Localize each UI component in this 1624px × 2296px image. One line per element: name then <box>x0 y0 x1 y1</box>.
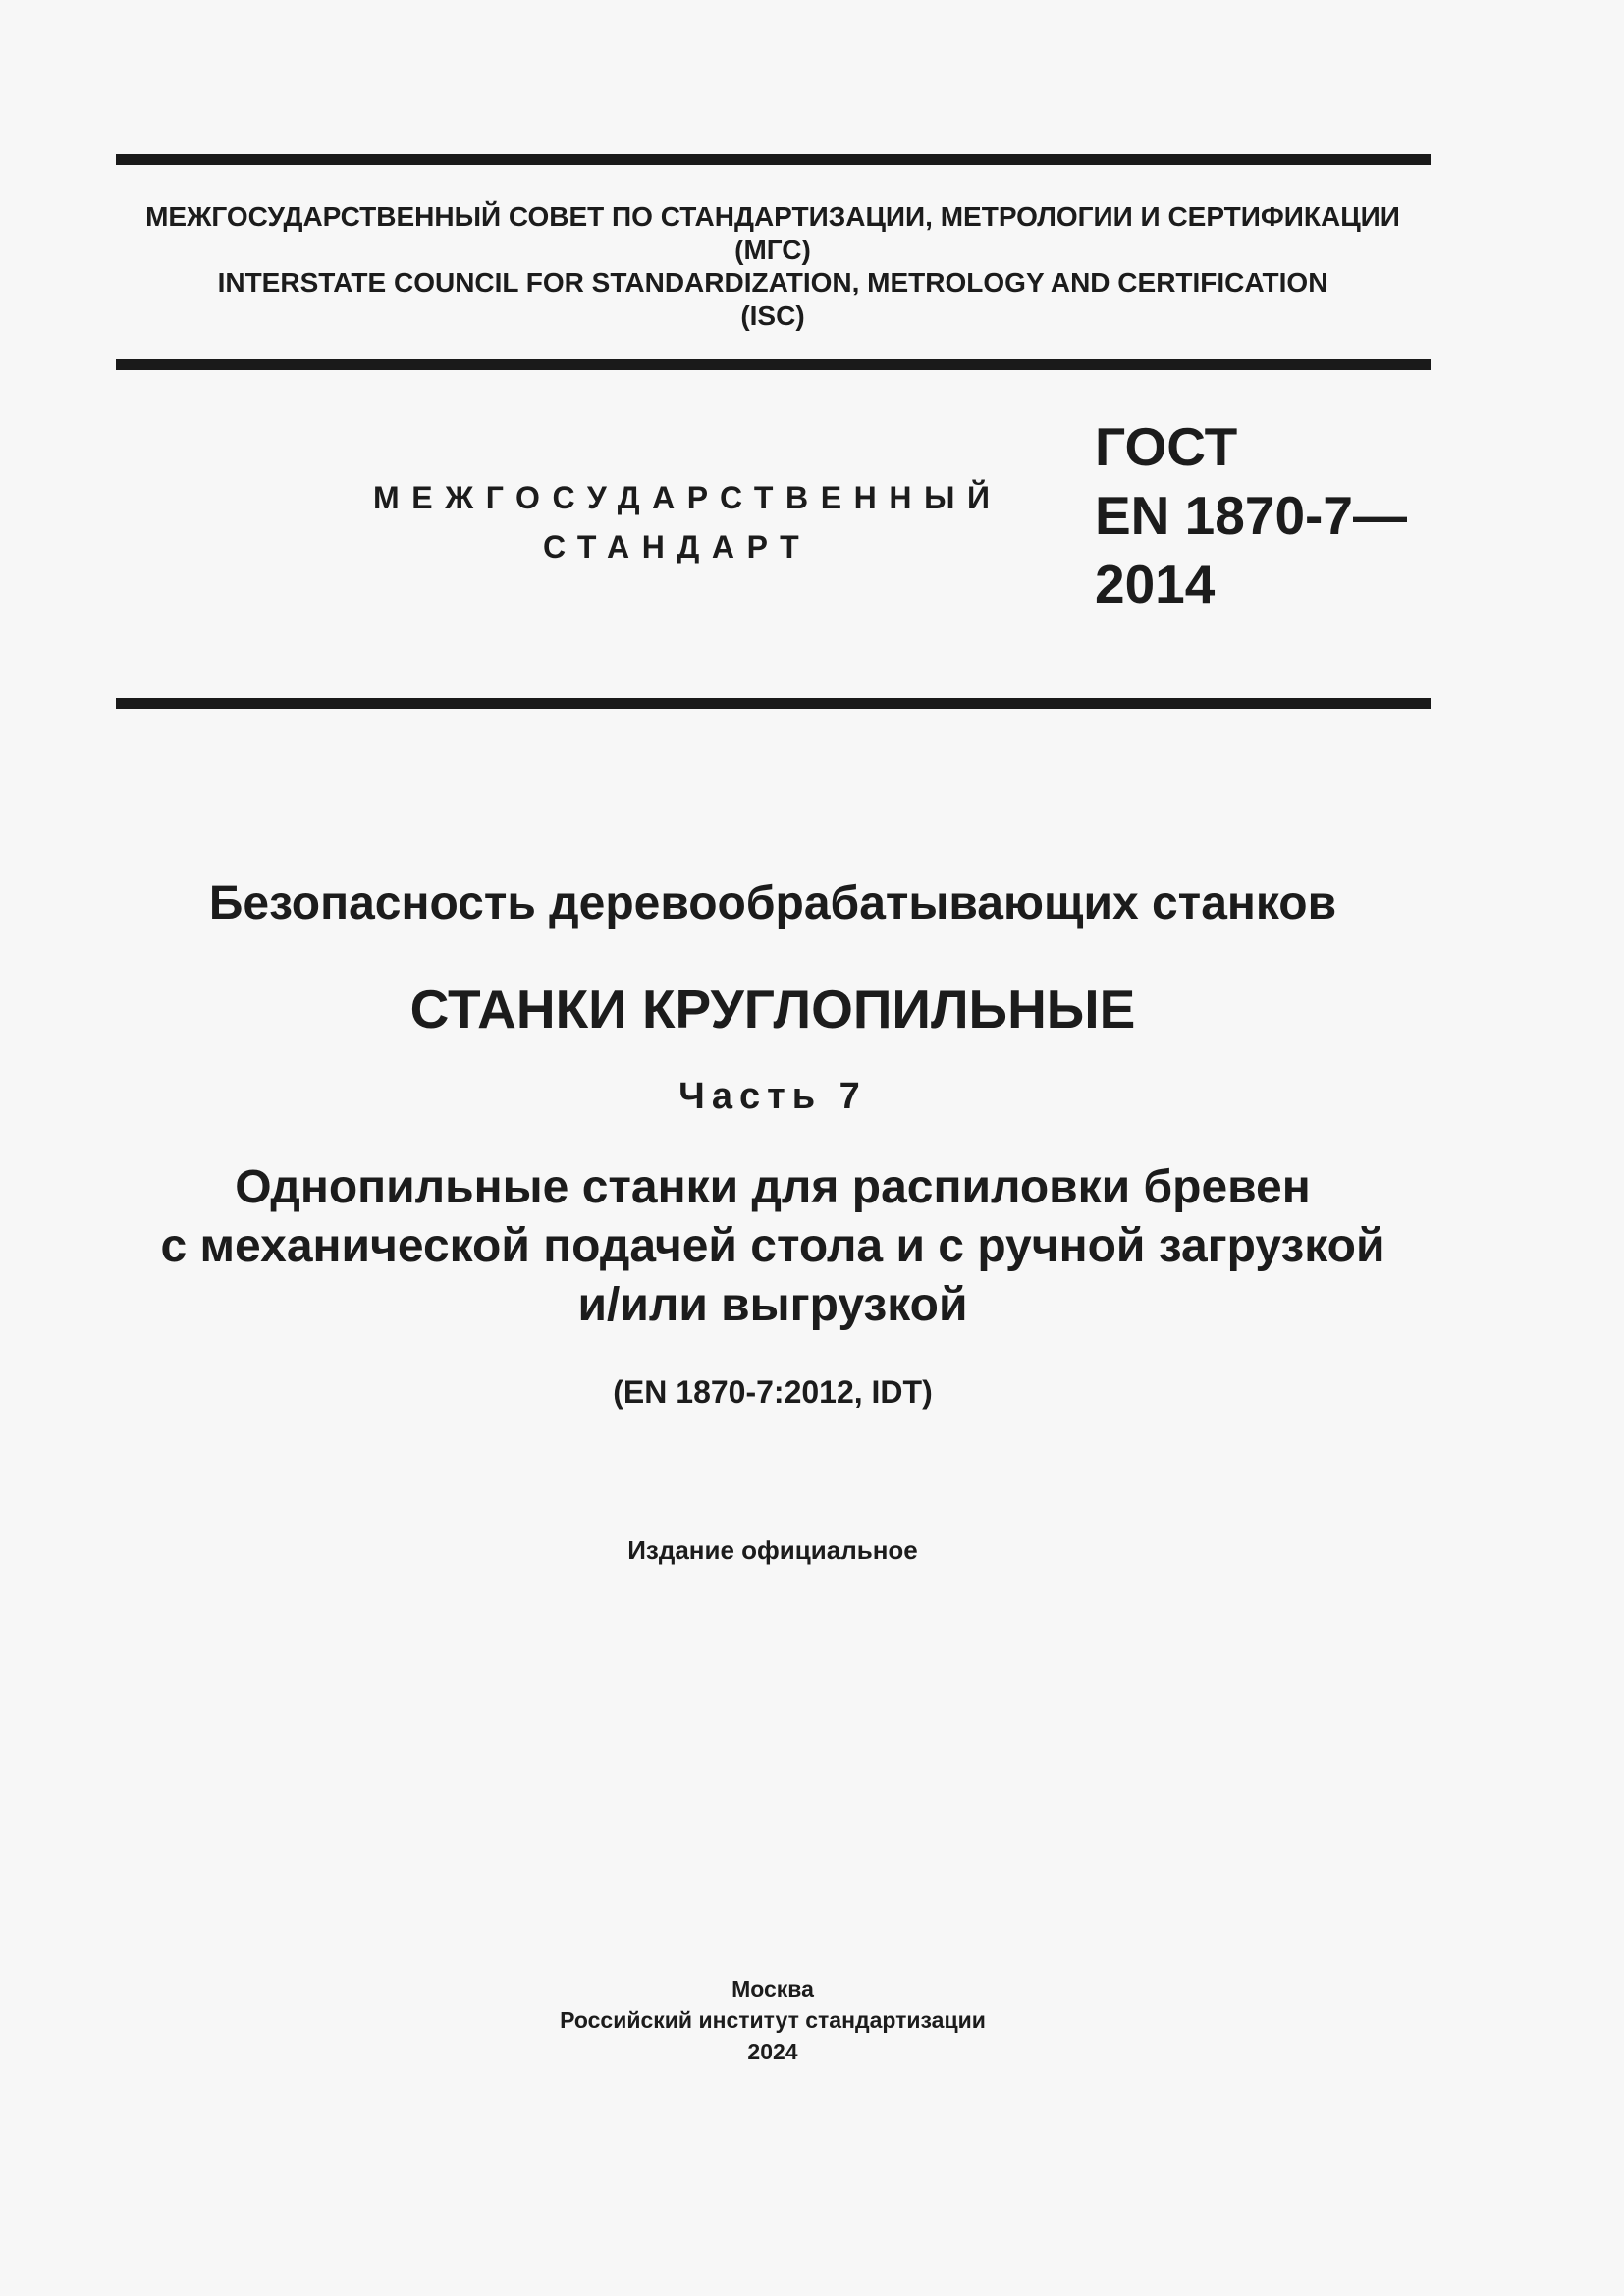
designation-line3: 2014 <box>1095 554 1216 614</box>
top-rule <box>116 154 1431 165</box>
council-abbr-ru: (МГС) <box>734 234 811 265</box>
edition-label: Издание официальное <box>627 1535 918 1565</box>
standard-type-line2: СТАНДАРТ <box>543 529 812 564</box>
part-title-line: и/или выгрузкой <box>577 1279 968 1331</box>
imprint-year: 2024 <box>747 2039 798 2064</box>
designation-line1: ГОСТ <box>1095 416 1238 477</box>
document-main-title: СТАНКИ КРУГЛОПИЛЬНЫЕ <box>409 979 1136 1040</box>
part-title <box>0 1158 1545 1335</box>
standard-type-line1: МЕЖГОСУДАРСТВЕННЫЙ <box>373 480 1002 515</box>
title-rule <box>116 698 1431 709</box>
council-name-ru: МЕЖГОСУДАРСТВЕННЫЙ СОВЕТ ПО СТАНДАРТИЗАЦИИ, МЕТРОЛОГИИ И СЕРТИФИКАЦИИ <box>145 201 1400 232</box>
council-header <box>0 200 1545 332</box>
imprint-publisher: Российский институт стандартизации <box>560 2007 986 2033</box>
part-title-line: с механической подачей стола и с ручной загрузкой <box>160 1220 1385 1272</box>
imprint-city: Москва <box>731 1976 814 2002</box>
standard-designation <box>1095 412 1407 618</box>
part-number: Часть 7 <box>678 1076 867 1117</box>
document-subtitle: Безопасность деревообрабатывающих станков <box>208 878 1337 930</box>
designation-line2: EN 1870-7— <box>1095 485 1407 546</box>
part-title-line: Однопильные станки для распиловки бревен <box>235 1161 1311 1213</box>
standard-type-label <box>373 473 1002 571</box>
publisher-imprint <box>0 1973 1545 2067</box>
council-name-en: INTERSTATE COUNCIL FOR STANDARDIZATION, METROLOGY AND CERTIFICATION <box>217 267 1328 297</box>
council-abbr-en: (ISC) <box>740 299 805 331</box>
source-standard-reference: (EN 1870-7:2012, IDT) <box>613 1374 933 1410</box>
header-rule <box>116 359 1431 370</box>
